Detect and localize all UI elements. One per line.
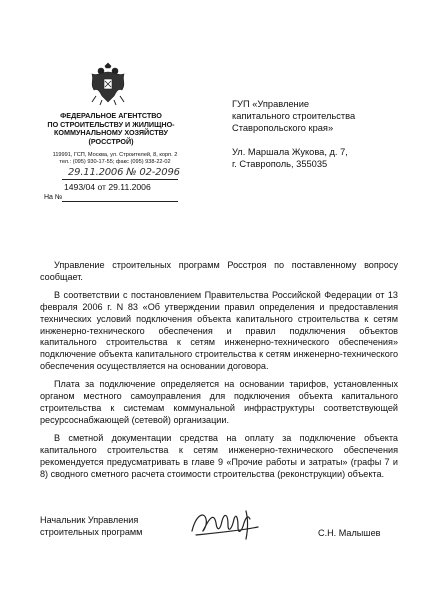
body-paragraph: Управление строительных программ Росстроя по поставленному вопросу сообщает. <box>40 260 398 282</box>
body-paragraph: В сметной документации средства на оплату за подключение объекта капитального строительства к сетям инженерно-технического обеспечения рекомендуется предусматривать в главе 9 «Прочие работы и затраты» (графы 7 и 8) сводного сметного расчета стоимости строительства (реконструкции) объекта. <box>40 432 398 479</box>
coat-of-arms-icon <box>88 62 128 106</box>
recipient-address-line: Ул. Маршала Жукова, д. 7, <box>232 147 348 157</box>
signatory-title <box>40 514 142 538</box>
signatory-title-line: Начальник Управления <box>40 515 139 525</box>
registration-number: 1493/04 от 29.11.2006 <box>64 182 151 192</box>
sender-phone-line: тел.: (095) 930-17-55; факс (095) 938-22-02 <box>59 159 171 166</box>
handwritten-signature <box>186 505 264 545</box>
recipient-line: капитального строительства <box>232 111 356 121</box>
body-paragraph: Плата за подключение определяется на основании тарифов, установленных органом местного самоуправления для подключения объекта капитального строительства к системам коммунальной инфраструктуры соответствующей ресурсоснабжающей (сетевой) организации. <box>40 379 398 425</box>
signatory-title-line: строительных программ <box>40 527 143 537</box>
body-paragraph: В соответствии с постановлением Правительства Российской Федерации от 13 февраля 2006 г. N 83 «Об утверждении правил определения и предоставления технических условий подключения объекта капитального строительства к сетям инженерно-технического обеспечения и правил подключения объектов капитального строительства к сетям инженерно-технического обеспечения» подключение объекта капитального строительства к сетям инженерно-технического обеспечения осуществляется на основании договора. <box>40 289 398 372</box>
date-underline <box>62 179 178 180</box>
agency-line: (РОССТРОЙ) <box>88 136 134 146</box>
recipient-address <box>232 146 348 171</box>
reply-to-underline <box>62 201 178 202</box>
agency-line: КОММУНАЛЬНОМУ ХОЗЯЙСТВУ <box>54 128 168 138</box>
agency-name <box>40 112 182 146</box>
recipient-address-line: г. Ставрополь, 355035 <box>232 159 328 170</box>
signer-name: С.Н. Малышев <box>318 528 381 538</box>
recipient-line: Ставропольского края» <box>232 123 334 133</box>
agency-line: ПО СТРОИТЕЛЬСТВУ И ЖИЛИЩНО- <box>47 119 175 129</box>
letter-body <box>40 260 398 486</box>
sender-address-line: 119991, ГСП, Москва, ул. Строителей, 8, корп. 2 <box>52 152 178 158</box>
handwritten-date: 29.11.2006 № 02-2096 <box>68 167 180 178</box>
recipient-name <box>232 98 355 134</box>
sender-address <box>40 152 190 167</box>
agency-line: ФЕДЕРАЛЬНОЕ АГЕНТСТВО <box>60 111 162 120</box>
recipient-line: ГУП «Управление <box>232 99 310 109</box>
reply-to-label: На № <box>44 194 63 201</box>
